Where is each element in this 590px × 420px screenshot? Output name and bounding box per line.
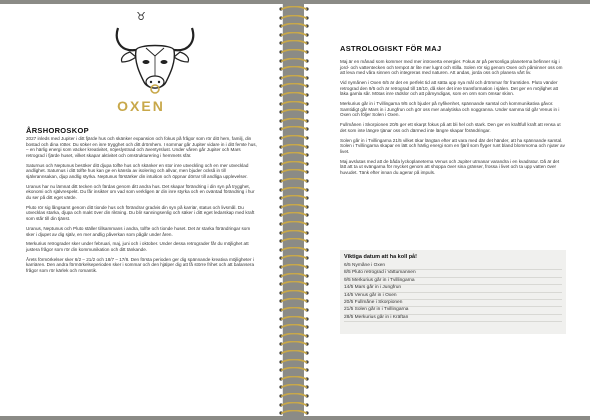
binding-ring-icon [278,247,310,253]
list-item: 9/5 Merkurius går in i Tvillingarna [344,278,562,285]
binding-ring-icon [278,410,310,416]
binding-ring-icon [278,40,310,46]
binding-ring-icon [278,178,310,184]
binding-ring-icon [278,23,310,29]
paragraph: Maj är en månad som kommer med mer introverta energier. Fokus är på personliga planeterna befinner sig i jord- och vattentecken och tempot är lite mer lugnt och stilla. Solen rör sig genom Oxen och påminner oss om att leva med våra sinnen och integreras med naturen. Att andas, jorda oss och planera vårt liv. [340,59,563,76]
binding-ring-icon [278,238,310,244]
binding-ring-icon [278,152,310,158]
binding-ring-icon [278,32,310,38]
binding-ring-icon [278,49,310,55]
binding-ring-icon [278,307,310,313]
binding-ring-icon [278,324,310,330]
binding-ring-icon [278,161,310,167]
list-item: 21/5 Solen går in i Tvillingarna [344,307,562,314]
paragraph: Saturnus och Neptunus besöker ditt djupa tolfte hus och skänker en stor inre utveckling och en mer utvecklad andlighet. Saturnus i ditt tolfte hus kan ge en känsla av isolering och allvar, men bjuder också in till självrannsakan, djup andlig styrka. Neptunus förstärker din intuition och öppnar dörrar till andliga upplevelser. [26,162,249,179]
list-item: 8/5 Pluto retrograd i Vattumannen [344,270,562,277]
list-item: 6/5 Nymåne i Oxen [344,263,562,270]
important-dates-title: Viktiga datum att ha koll på! [344,254,417,260]
binding-ring-icon [278,6,310,12]
paragraph: Merkurius går in i Tvillingarna 9/5 och bjuder på nyfikenhet, spännande samtal och kommunikativa gåvor. Samtidigt går Mars in i Jungfrun och gör oss mer analytiska och noggranna. Under samma tid går Venus in i Oxen och följer Solen i Oxen. [340,101,560,118]
paragraph: Fullmånen i Skorpionen 20/5 ger ett skarpt fokus på att bli hel och stark. Den ger en kraftfull kraft att rensa ut det som inte längre tjänar oss och därmed inte längre skapar förändringar. [340,122,561,133]
binding-ring-icon [278,359,310,365]
right-body-text [340,59,566,180]
paragraph: Solen går in i Tvillingarna 21/5 vilket ökar längtan efter att vara med där det händer, att ha spännande samtal. Solen i Tvillingarna skapar en lätt och härlig energi som en fjäril som flyger runt bland blommorna och njuter av livet. [340,137,565,154]
binding-ring-icon [278,212,310,218]
taurus-illustration-icon [110,10,200,105]
binding-ring-icon [278,66,310,72]
list-item: 14/5 Venus går in i Oxen [344,293,562,300]
spiral-binding [278,0,310,420]
binding-ring-icon [278,187,310,193]
binding-ring-icon [278,15,310,21]
binding-ring-icon [278,83,310,89]
binding-ring-icon [278,333,310,339]
paragraph: Uranus, Neptunus och Pluto ställer tillsammans i andra, tolfte och tionde huset. Det är starka förändringar som sker i djupet av dig själv, en mer andlig påverkan som pågår under åren. [26,225,251,237]
binding-ring-icon [278,290,310,296]
important-dates-list [344,263,562,322]
list-item: 20/5 Fullmåne i Skorpionen [344,300,562,307]
binding-ring-icon [278,376,310,382]
sign-title: OXEN [117,98,165,114]
binding-ring-icon [278,92,310,98]
paragraph: Maj avslutas med att de båda lyckoplaneterna Venus och Jupiter utmanar varandra i en kvadratur. Då är det lätt att ta ut svängarna för mycket genom att shoppa över sina gränser, frossa i livet och ta upp vatten över huvudet. Tänk efter innan du agerar på impuls. [340,158,560,175]
list-item: 14/5 Mars går in i Jungfrun [344,285,562,292]
binding-ring-icon [278,169,310,175]
section-heading: ÅRSHOROSKOP [26,126,89,135]
binding-ring-icon [278,402,310,408]
binding-ring-icon [278,298,310,304]
binding-ring-icon [278,316,310,322]
binding-ring-icon [278,255,310,261]
binding-ring-icon [278,230,310,236]
binding-ring-icon [278,126,310,132]
paragraph: Pluto rör sig långsamt genom ditt tionde hus och förändrar gradvis din syn på karriär, status och livsmål. Du utvecklas starka, djupa och makt över din riktning. Du blir sanningsenlig och säker i ditt eget ledarskap med kraft som står till din tjänst. [26,204,255,222]
binding-ring-icon [278,144,310,150]
binding-ring-icon [278,273,310,279]
binding-ring-icon [278,264,310,270]
binding-ring-icon [278,393,310,399]
left-page [0,4,283,416]
binding-ring-icon [278,350,310,356]
binding-ring-icon [278,118,310,124]
binding-ring-icon [278,58,310,64]
binding-ring-icon [278,101,310,107]
binding-ring-icon [278,204,310,210]
important-dates-box [340,250,566,334]
binding-ring-icon [278,367,310,373]
left-body-text [26,136,258,278]
binding-ring-icon [278,221,310,227]
zodiac-symbol: ♉ [136,10,146,23]
binding-ring-icon [278,109,310,115]
binding-ring-icon [278,281,310,287]
binding-ring-icon [278,195,310,201]
binding-ring-icon [278,341,310,347]
paragraph: Uranus har nu lämnat ditt tecken och färdas genom ditt andra hus. Det skapar förändring i din syn på trygghet, ekonomi och självrespekt. Du får insikter om vad som verkligen är din inre styrka och en oväntad förändring i hur du ser på ditt eget värde. [26,183,255,200]
binding-ring-icon [278,75,310,81]
binding-ring-icon [278,135,310,141]
list-item: 28/5 Merkurius går in i Kräftan [344,315,562,322]
paragraph: 2027 inleds med Jupiter i ditt fjärde hus och skänker expansion och fokus på frågor som rör ditt hem, familj, din bostad och dina rötter. Du söker en inre trygghet och ditt drömhem. I sommar går Jupiter vidare in i ditt femte hus, – en härlig energi som väcker kreativitet, nöjeslystnad och äventyrslust. Under våren går Jupiter och Mars retrograd i fjärde huset, vilket skapar aktivitet och omstrukturering i hemmets sfär. [26,136,257,158]
paragraph: Merkurius retrograder sker under februari, maj, juni och i oktober. Under dessa retrograder får du möjlighet att justera frågor som rör din kommunikation och ditt tänkande. [26,241,249,252]
paragraph: Vid nymånen i Oxen 6/5 är det en perfekt tid att sätta upp nya mål och drömmar för framtiden. Pluto vänder retrograd den 9/5 och är retrograd till 18/10, då sker det inre transformation i själen. Det ger en möjlighet att läka gamla sår. Mötas inre rädslor och att påmyndigas, som en orm som ömsar skinn. [340,80,559,97]
right-page [304,4,590,416]
paragraph: Årets förmörkelser sker 6/2 – 21/2 och 18/7 – 17/8. Den första perioden ger dig spännande kreativa möjligheter i karriären. Den andra förmörkelseperioden sker i sommar och den hjälper dig att få större frihet och att balansera frågor som rör kärlek och romantik. [26,256,255,274]
section-heading: ASTROLOGISKT FÖR MAJ [340,44,442,53]
binding-ring-icon [278,384,310,390]
